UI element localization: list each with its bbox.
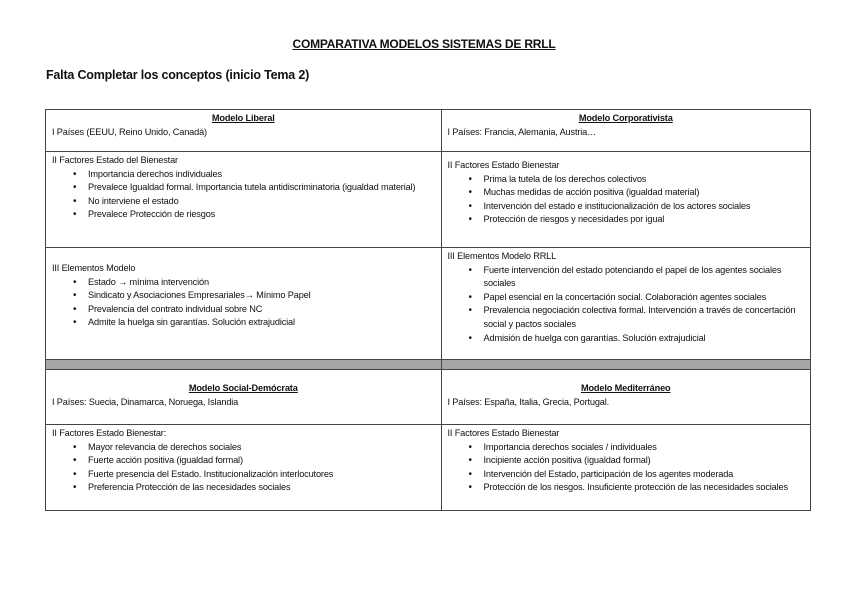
corporativista-heading: Modelo Corporativista bbox=[578, 113, 673, 123]
liberal-elementos-list bbox=[52, 276, 435, 330]
corporativista-factores-list bbox=[448, 173, 805, 227]
list-item: • Protección de los riesgos. Insuficiente protección de las necesidades sociales bbox=[484, 481, 805, 495]
list-item: • Importancia derechos sociales / individuales bbox=[484, 441, 805, 455]
list-item: • No interviene el estado bbox=[88, 195, 435, 209]
list-item: • Prevalencia del contrato individual sobre NC bbox=[88, 303, 435, 317]
list-item: • Fuerte presencia del Estado. Institucionalización interlocutores bbox=[88, 468, 435, 482]
socialdemocrata-factores-list bbox=[52, 441, 435, 495]
list-item: • Fuerte intervención del estado potenciando el papel de los agentes sociales sociales bbox=[484, 264, 805, 291]
corporativista-elementos-title: III Elementos Modelo RRLL bbox=[447, 251, 557, 261]
document-subtitle: Falta Completar los conceptos (inicio Tema 2) bbox=[46, 68, 310, 82]
table-row bbox=[46, 248, 811, 360]
table-row bbox=[46, 425, 811, 511]
comparison-table bbox=[45, 109, 811, 511]
liberal-elementos-cell bbox=[46, 248, 442, 360]
mediterraneo-paises: I Países: España, Italia, Grecia, Portugal. bbox=[447, 396, 610, 407]
document-title: COMPARATIVA MODELOS SISTEMAS DE RRLL bbox=[292, 37, 556, 51]
socialdemocrata-header-cell bbox=[46, 370, 442, 425]
list-item: • Intervención del estado e institucionalización de los actores sociales bbox=[484, 200, 805, 214]
list-item: • Intervención del Estado, participación de los agentes moderada bbox=[484, 468, 805, 482]
table-row bbox=[46, 370, 811, 425]
table-row bbox=[46, 152, 811, 248]
corporativista-elementos-cell bbox=[441, 248, 811, 360]
liberal-header-cell bbox=[46, 110, 442, 152]
list-item: • Prevalencia negociación colectiva formal. Intervención a través de concertación social y pactos sociales bbox=[484, 304, 805, 331]
liberal-factores-cell bbox=[46, 152, 442, 248]
mediterraneo-heading: Modelo Mediterráneo bbox=[580, 383, 671, 393]
liberal-factores-title: II Factores Estado del Bienestar bbox=[52, 155, 178, 165]
corporativista-elementos-list bbox=[448, 264, 805, 346]
list-item: • Prevalece Protección de riesgos bbox=[88, 208, 435, 222]
list-item: • Estado → mínima intervención bbox=[88, 276, 435, 290]
corporativista-paises: I Países: Francia, Alemania, Austria… bbox=[447, 126, 597, 137]
list-item: • Mayor relevancia de derechos sociales bbox=[88, 441, 435, 455]
list-item: • Prima la tutela de los derechos colectivos bbox=[484, 173, 805, 187]
list-item: • Muchas medidas de acción positiva (igualdad material) bbox=[484, 186, 805, 200]
list-item: • Preferencia Protección de las necesidades sociales bbox=[88, 481, 435, 495]
list-item: • Importancia derechos individuales bbox=[88, 168, 435, 182]
list-item: • Admite la huelga sin garantías. Solución extrajudicial bbox=[88, 316, 435, 330]
socialdemocrata-heading: Modelo Social-Demócrata bbox=[188, 383, 298, 393]
separator-cell bbox=[46, 360, 442, 370]
socialdemocrata-paises: I Países: Suecia, Dinamarca, Noruega, Islandia bbox=[52, 396, 239, 407]
mediterraneo-header-cell bbox=[441, 370, 811, 425]
socialdemocrata-factores-title: II Factores Estado Bienestar: bbox=[52, 428, 167, 438]
separator-cell bbox=[441, 360, 811, 370]
liberal-factores-list bbox=[52, 168, 435, 222]
list-item: • Fuerte acción positiva (igualdad formal) bbox=[88, 454, 435, 468]
corporativista-factores-cell bbox=[441, 152, 811, 248]
list-item: • Prevalece Igualdad formal. Importancia tutela antidiscriminatoria (igualdad material) bbox=[88, 181, 435, 195]
socialdemocrata-factores-cell bbox=[46, 425, 442, 511]
liberal-elementos-title: III Elementos Modelo bbox=[52, 263, 136, 273]
list-item: • Admisión de huelga con garantías. Solución extrajudicial bbox=[484, 332, 805, 346]
mediterraneo-factores-cell bbox=[441, 425, 811, 511]
mediterraneo-factores-list bbox=[448, 441, 805, 495]
list-item: • Protección de riesgos y necesidades por igual bbox=[484, 213, 805, 227]
corporativista-factores-title: II Factores Estado Bienestar bbox=[447, 160, 560, 170]
liberal-paises: I Países (EEUU, Reino Unido, Canadá) bbox=[52, 126, 207, 137]
list-item: • Papel esencial en la concertación social. Colaboración agentes sociales bbox=[484, 291, 805, 305]
separator-row bbox=[46, 360, 811, 370]
list-item: • Incipiente acción positiva (igualdad formal) bbox=[484, 454, 805, 468]
corporativista-header-cell bbox=[441, 110, 811, 152]
list-item: • Sindicato y Asociaciones Empresariales→ Mínimo Papel bbox=[88, 289, 435, 303]
mediterraneo-factores-title: II Factores Estado Bienestar bbox=[447, 428, 560, 438]
table-row bbox=[46, 110, 811, 152]
liberal-heading: Modelo Liberal bbox=[211, 113, 275, 123]
